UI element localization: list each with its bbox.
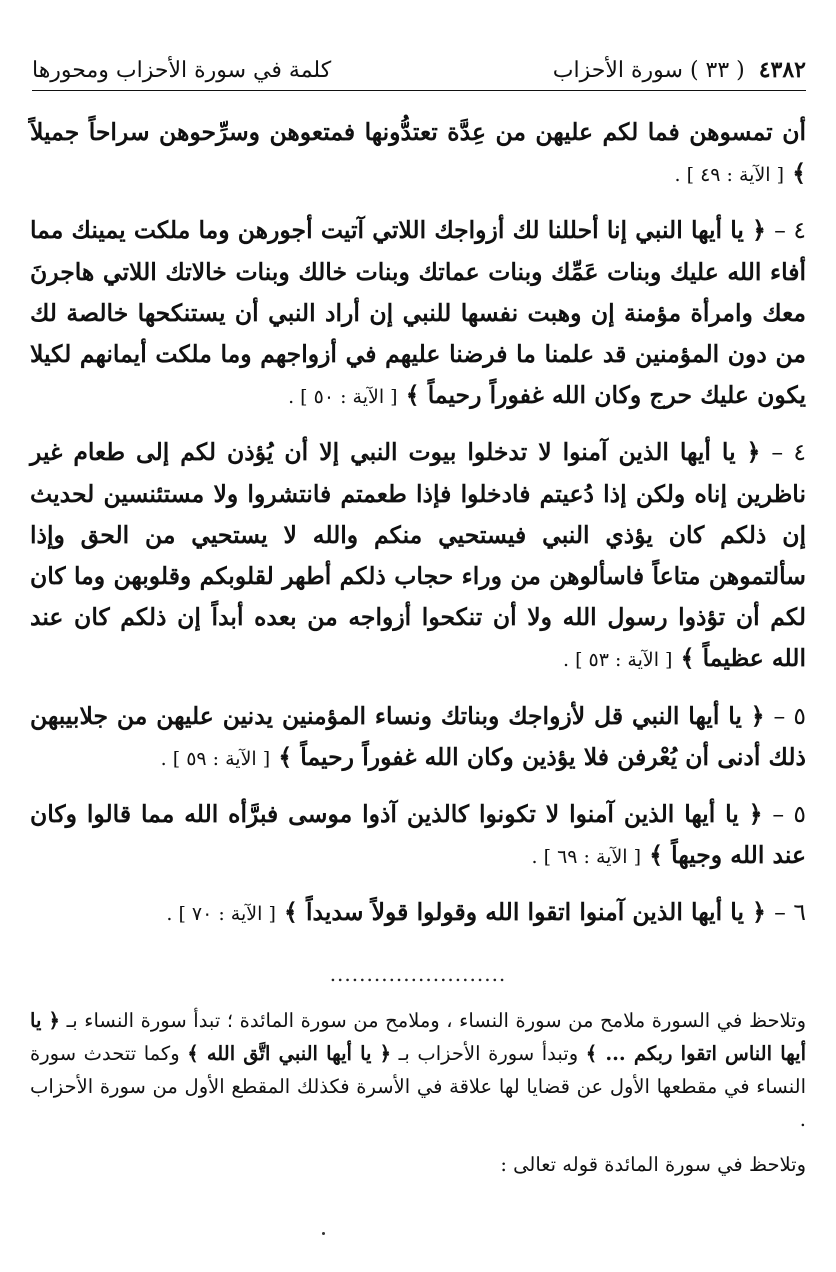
verse-text: ﴿ يا أيها النبي إنا أحللنا لك أزواجك اللاتي آتيت أجورهن وما ملكت يمينك مما أفاء الله عليك وبنات عَمِّك وبنات عماتك وبنات خالك وبنات خالاتك اللاتي هاجرنَ معك وامرأة مؤمنة إن وهبت نفسها للنبي إن أراد النبي أن يستنكحها خالصة لك من دون المؤمنين قد علمنا ما فرضنا عليهم في أزواجهم وما ملكت أيمانهم لكيلا يكون عليك حرج وكان الله غفوراً رحيماً ﴾ <box>30 216 806 410</box>
quoted-verse: ﴿ يا أيها الناس اتقوا ربكم ... ﴾ <box>30 1008 806 1065</box>
verse-number: ٥ – <box>773 701 806 730</box>
verse-reference: [ الآية : ٥٩ ] . <box>160 747 271 770</box>
header-right <box>553 57 806 83</box>
section-title: كلمة في سورة الأحزاب ومحورها <box>32 57 332 83</box>
quoted-verse: ﴿ يا أيها النبي اتَّق الله ﴾ <box>187 1041 392 1065</box>
verse-text: أن تمسوهن فما لكم عليهن من عِدَّة تعتدُّونها فمتعوهن وسرِّحوهن سراحاً جميلاً ﴾ <box>30 118 806 188</box>
verse-number: ٥ – <box>772 800 806 829</box>
commentary-text: وتبدأ سورة الأحزاب بـ <box>398 1041 579 1065</box>
page-body <box>30 112 806 1193</box>
verse-text: ﴿ يا أيها الذين آمنوا لا تكونوا كالذين آذوا موسى فبرَّأه الله مما قالوا وكان عند الله وجيهاً ﴾ <box>30 800 806 870</box>
verse-entry <box>30 210 806 418</box>
verse-entry <box>30 432 806 681</box>
commentary-text: وتلاحظ في السورة ملامح من سورة النساء ، وملامح من سورة المائدة ؛ تبدأ سورة النساء بـ <box>66 1008 806 1032</box>
commentary-paragraph <box>30 1004 806 1136</box>
verse-text: ﴿ يا أيها الذين آمنوا اتقوا الله وقولوا قولاً سديداً ﴾ <box>284 898 766 927</box>
verse-text: ﴿ يا أيها النبي قل لأزواجك وبناتك ونساء المؤمنين يدنين عليهن من جلابيبهن ذلك أدنى أن يُعْرفن فلا يؤذين وكان الله غفوراً رحيماً ﴾ <box>30 701 806 771</box>
commentary-text: وتلاحظ في سورة المائدة قوله تعالى : <box>500 1152 806 1176</box>
verse-number: ٤ – <box>774 216 806 245</box>
verse-entry <box>30 794 806 878</box>
verse-entry <box>30 696 806 780</box>
commentary-paragraph <box>30 1148 806 1181</box>
surah-title: ( ٣٣ ) سورة الأحزاب <box>552 57 745 83</box>
verse-text: ﴿ يا أيها الذين آمنوا لا تدخلوا بيوت النبي إلا أن يُؤذن لكم إلى طعام غير ناظرين إناه ولكن إذا دُعيتم فادخلوا فإذا طعمتم فانتشروا ولا مستئنسين لحديث إن ذلكم كان يؤذي النبي فيستحيي منكم والله لا يستحيي من الحق وإذا سألتموهن متاعاً فاسألوهن من وراء حجاب ذلكم أطهر لقلوبكم وقلوبهن وما كان لكم أن تؤذوا رسول الله ولا أن تنكحوا أزواجه من بعده أبداً إن ذلكم كان عند الله عظيماً ﴾ <box>30 438 806 673</box>
verse-reference: [ الآية : ٥٠ ] . <box>288 386 398 409</box>
verse-reference: [ الآية : ٤٩ ] . <box>674 164 785 187</box>
print-dot <box>322 1232 325 1235</box>
verse-reference: [ الآية : ٦٩ ] . <box>531 846 642 869</box>
verse-number: ٤ – <box>771 438 806 467</box>
commentary-text: وكما تتحدث سورة النساء في مقطعها الأول عن قضايا لها علاقة في الأسرة فكذلك المقطع الأول من سورة الأحزاب . <box>30 1041 806 1131</box>
running-header <box>32 50 806 91</box>
verse-number: ٦ – <box>774 898 806 927</box>
verse-entry <box>30 892 806 935</box>
verse-entry <box>30 112 806 196</box>
page-number: ٤٣٨٢ <box>758 57 806 83</box>
section-separator: ........................ <box>329 961 507 986</box>
verse-reference: [ الآية : ٧٠ ] . <box>166 903 276 926</box>
verse-reference: [ الآية : ٥٣ ] . <box>562 649 673 672</box>
